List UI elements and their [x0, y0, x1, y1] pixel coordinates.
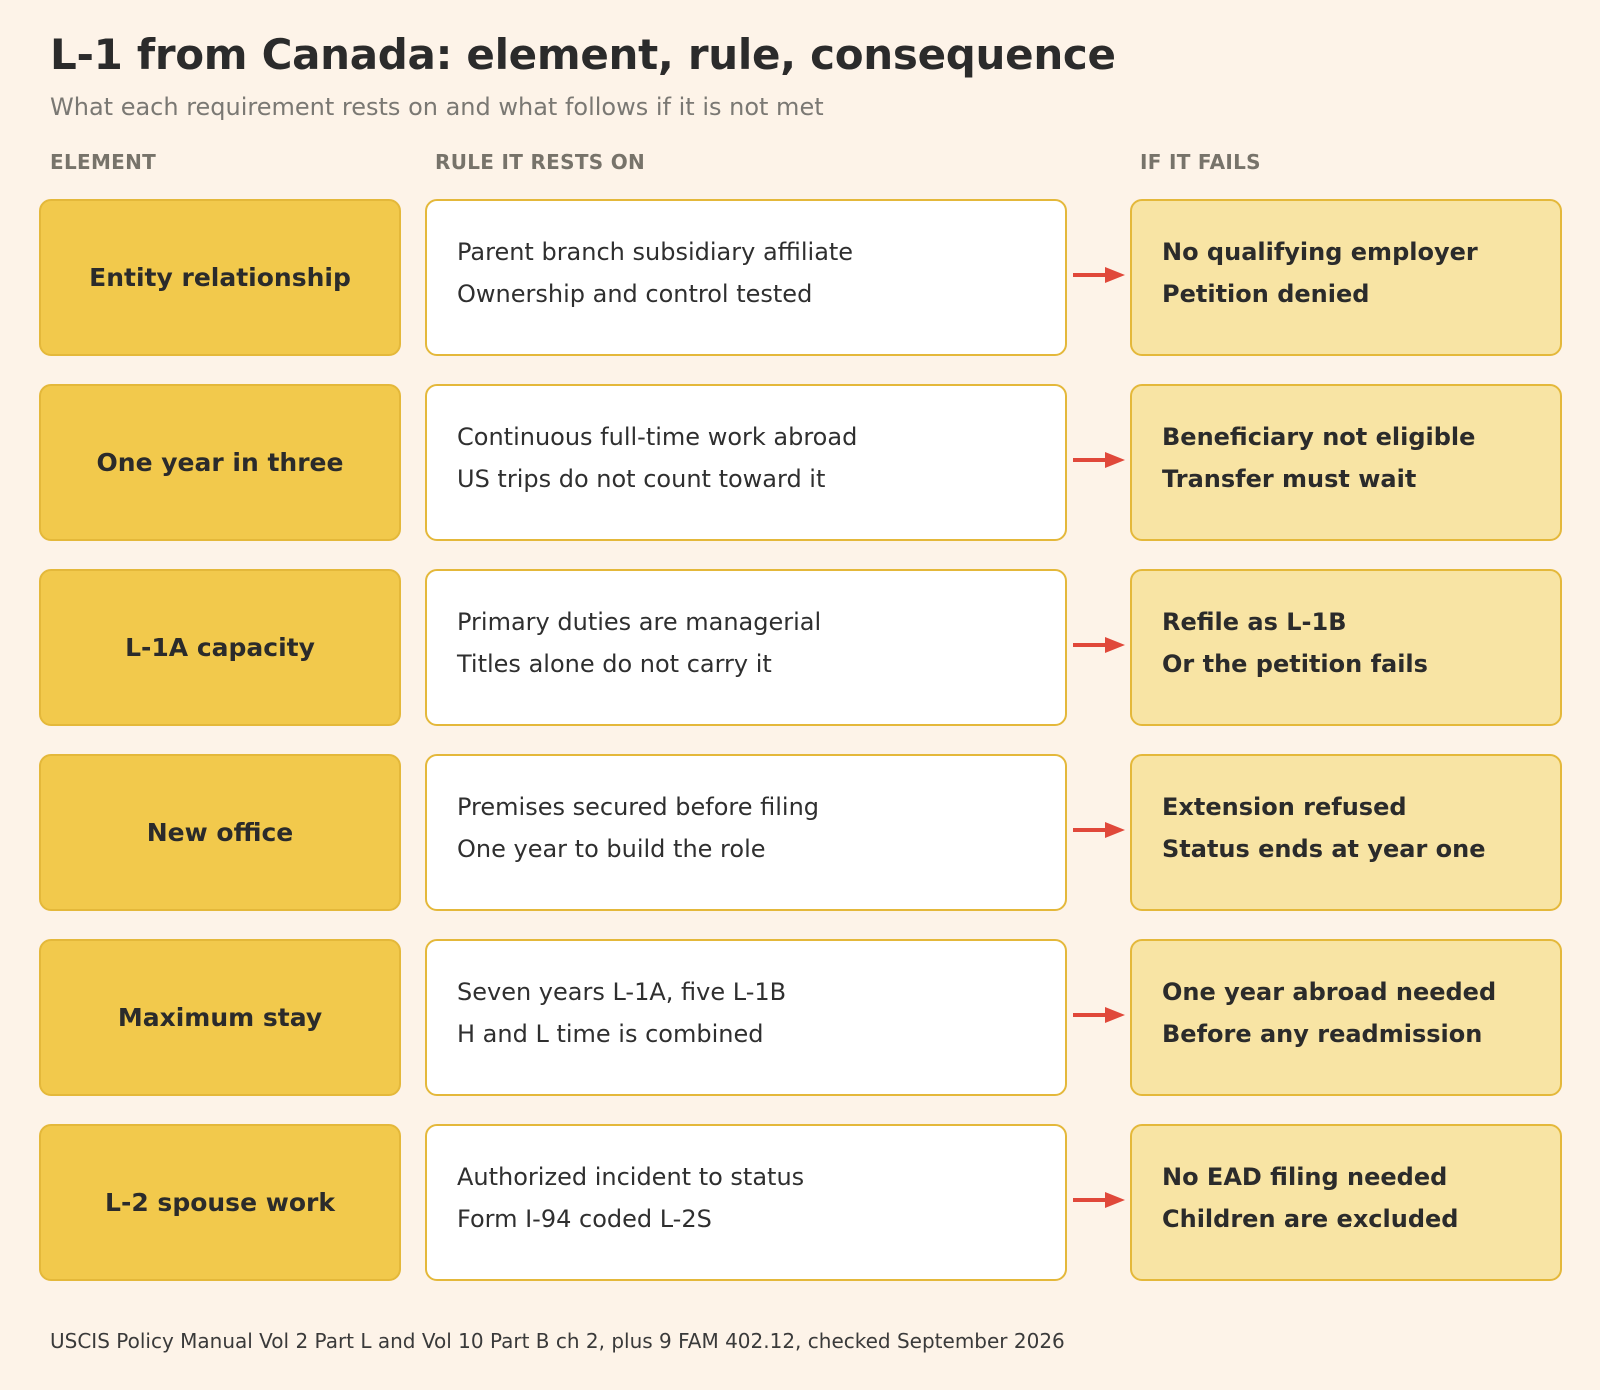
- consequence-line: Transfer must wait: [1162, 465, 1417, 493]
- consequence-line: No EAD filing needed: [1162, 1163, 1448, 1191]
- consequence-line: Beneficiary not eligible: [1162, 423, 1476, 451]
- element-card: L-1A capacity: [39, 569, 401, 726]
- consequence-line: Extension refused: [1162, 793, 1407, 821]
- consequence-line: Before any readmission: [1162, 1020, 1483, 1048]
- rule-line: Titles alone do not carry it: [457, 650, 772, 678]
- right-arrow-icon: [1073, 1005, 1125, 1025]
- consequence-line: Refile as L-1B: [1162, 608, 1347, 636]
- column-header-element: ELEMENT: [50, 150, 157, 174]
- table-row: [0, 199, 1600, 360]
- rule-line: H and L time is combined: [457, 1020, 764, 1048]
- element-card: New office: [39, 754, 401, 911]
- consequence-line: Status ends at year one: [1162, 835, 1486, 863]
- rule-card: [425, 199, 1067, 356]
- rule-line: Ownership and control tested: [457, 280, 813, 308]
- table-row: [0, 569, 1600, 730]
- consequence-card: [1130, 569, 1562, 726]
- right-arrow-icon: [1073, 265, 1125, 285]
- rule-line: Authorized incident to status: [457, 1163, 805, 1191]
- rule-card: [425, 754, 1067, 911]
- rule-card: [425, 384, 1067, 541]
- source-note: USCIS Policy Manual Vol 2 Part L and Vol 10 Part B ch 2, plus 9 FAM 402.12, checked September 2026: [50, 1329, 1065, 1353]
- rule-line: Premises secured before filing: [457, 793, 820, 821]
- right-arrow-icon: [1073, 820, 1125, 840]
- rule-line: Seven years L-1A, five L-1B: [457, 978, 787, 1006]
- consequence-line: Or the petition fails: [1162, 650, 1428, 678]
- page-title: L-1 from Canada: element, rule, consequence: [50, 30, 1116, 79]
- column-header-rule: RULE IT RESTS ON: [435, 150, 646, 174]
- consequence-card: [1130, 939, 1562, 1096]
- page-subtitle: What each requirement rests on and what follows if it is not met: [50, 93, 824, 121]
- rule-line: Continuous full-time work abroad: [457, 423, 858, 451]
- consequence-card: [1130, 1124, 1562, 1281]
- consequence-card: [1130, 754, 1562, 911]
- rule-line: Parent branch subsidiary affiliate: [457, 238, 854, 266]
- table-row: [0, 384, 1600, 545]
- element-card: Maximum stay: [39, 939, 401, 1096]
- rule-card: [425, 569, 1067, 726]
- right-arrow-icon: [1073, 635, 1125, 655]
- element-card: Entity relationship: [39, 199, 401, 356]
- rule-card: [425, 1124, 1067, 1281]
- right-arrow-icon: [1073, 1190, 1125, 1210]
- element-card: One year in three: [39, 384, 401, 541]
- table-row: [0, 754, 1600, 915]
- element-card: L-2 spouse work: [39, 1124, 401, 1281]
- consequence-line: One year abroad needed: [1162, 978, 1497, 1006]
- rule-line: One year to build the role: [457, 835, 766, 863]
- column-header-fails: IF IT FAILS: [1140, 150, 1261, 174]
- right-arrow-icon: [1073, 450, 1125, 470]
- table-row: [0, 939, 1600, 1100]
- rule-card: [425, 939, 1067, 1096]
- rule-line: Primary duties are managerial: [457, 608, 822, 636]
- rule-line: Form I-94 coded L-2S: [457, 1205, 712, 1233]
- table-row: [0, 1124, 1600, 1285]
- consequence-card: [1130, 384, 1562, 541]
- consequence-line: Children are excluded: [1162, 1205, 1459, 1233]
- rule-line: US trips do not count toward it: [457, 465, 826, 493]
- consequence-card: [1130, 199, 1562, 356]
- consequence-line: Petition denied: [1162, 280, 1370, 308]
- consequence-line: No qualifying employer: [1162, 238, 1478, 266]
